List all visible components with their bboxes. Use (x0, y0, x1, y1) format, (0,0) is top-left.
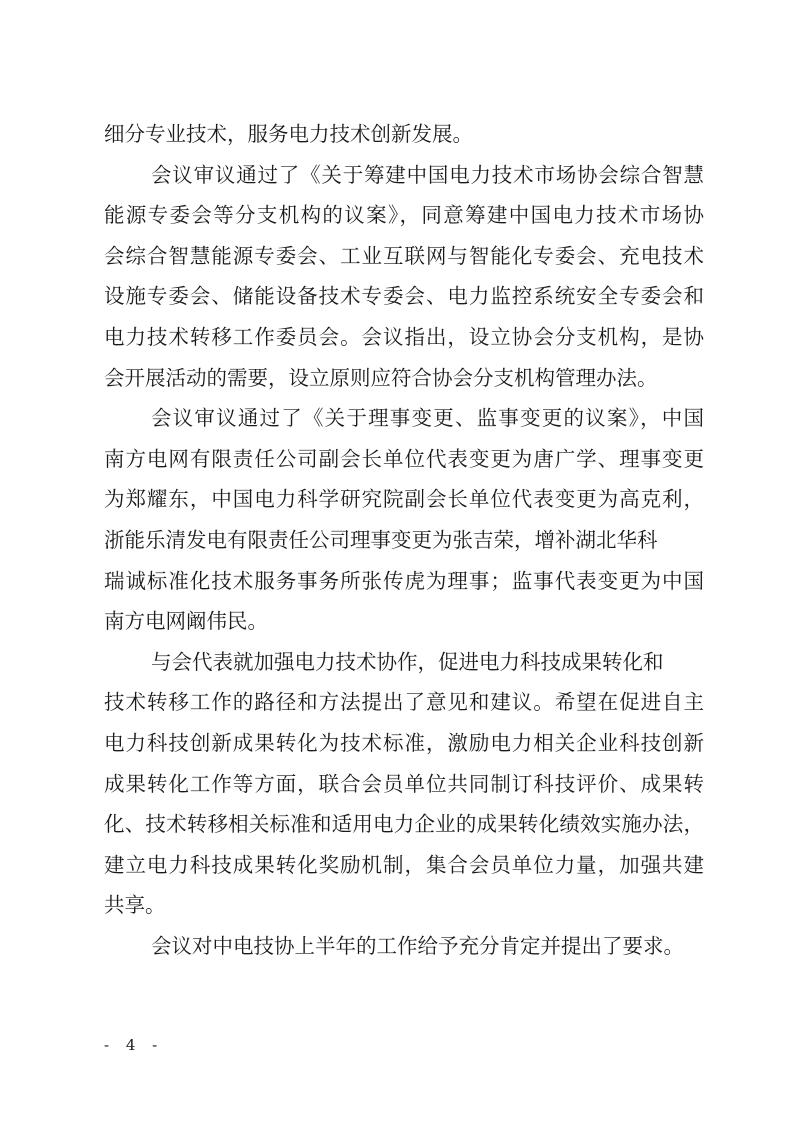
text-line: 能源专委会等分支机构的议案》，同意筹建中国电力技术市场协 (104, 203, 704, 228)
text-line: 为郑耀东，中国电力科学研究院副会长单位代表变更为高克利， (104, 487, 704, 512)
text-line: 电力科技创新成果转化为技术标准，激励电力相关企业科技创新 (104, 730, 704, 755)
text-line: 会开展活动的需要，设立原则应符合协会分支机构管理办法。 (104, 365, 658, 390)
text-line: 化、技术转移相关标准和适用电力企业的成果转化绩效实施办法， (104, 812, 704, 837)
text-line: 共享。 (104, 893, 166, 918)
text-line: 浙能乐清发电有限责任公司理事变更为张吉荣，增补湖北华科 (104, 527, 658, 552)
text-line: 会综合智慧能源专委会、工业互联网与智能化专委会、充电技术 (104, 243, 704, 268)
paragraph-first-line: 会议审议通过了《关于理事变更、监事变更的议案》，中国 (151, 406, 704, 431)
text-line: 南方电网有限责任公司副会长单位代表变更为唐广学、理事变更 (104, 446, 704, 471)
text-line: 瑞诚标准化技术服务事务所张传虎为理事；监事代表变更为中国 (104, 568, 704, 593)
text-line: 电力技术转移工作委员会。会议指出，设立协会分支机构，是协 (104, 324, 704, 349)
text-line: 技术转移工作的路径和方法提出了意见和建议。希望在促进自主 (104, 690, 704, 715)
document-body (104, 114, 704, 966)
paragraph-first-line: 与会代表就加强电力技术协作，促进电力科技成果转化和 (151, 649, 664, 674)
page-number: - 4 - (104, 1036, 164, 1054)
text-line: 建立电力科技成果转化奖励机制，集合会员单位力量，加强共建 (104, 852, 704, 877)
text-line: 细分专业技术，服务电力技术创新发展。 (104, 122, 473, 146)
text-line: 南方电网阚伟民。 (104, 609, 268, 634)
paragraph-first-line: 会议审议通过了《关于筹建中国电力技术市场协会综合智慧 (151, 162, 704, 187)
paragraph-first-line: 会议对中电技协上半年的工作给予充分肯定并提出了要求。 (151, 933, 684, 958)
text-line: 设施专委会、储能设备技术专委会、电力监控系统安全专委会和 (104, 284, 704, 309)
text-line: 成果转化工作等方面，联合会员单位共同制订科技评价、成果转 (104, 771, 704, 796)
